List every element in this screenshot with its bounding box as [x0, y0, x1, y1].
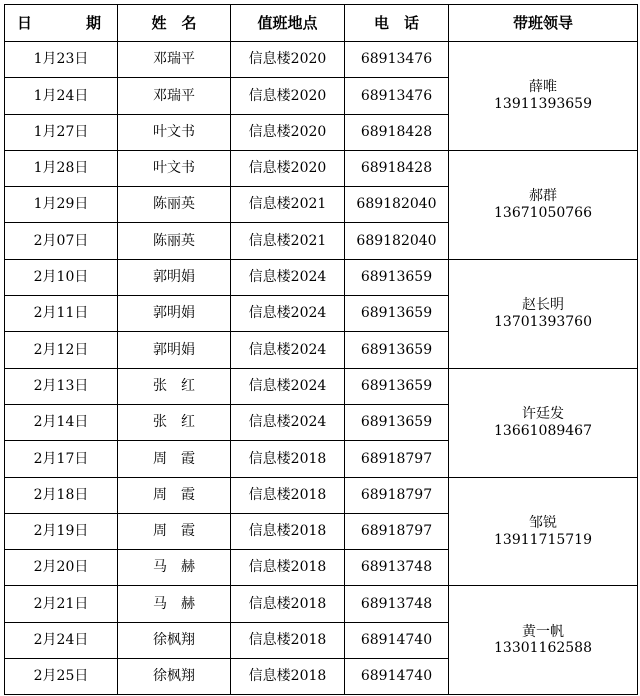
- cell-phone: 68913476: [345, 42, 449, 78]
- header-date-char1: 日: [17, 14, 33, 32]
- cell-place: 信息楼2018: [231, 441, 345, 477]
- cell-name: 徐枫翔: [118, 659, 231, 695]
- cell-name: 马 赫: [118, 550, 231, 586]
- leader-cell: [449, 368, 638, 477]
- table-row: [5, 150, 638, 186]
- leader-name: 邹锐: [529, 514, 557, 531]
- cell-date: 2月18日: [5, 477, 118, 513]
- leader-phone: 13661089467: [494, 422, 592, 439]
- cell-date: 2月21日: [5, 586, 118, 622]
- cell-place: 信息楼2020: [231, 78, 345, 114]
- cell-phone: 68918428: [345, 150, 449, 186]
- cell-place: 信息楼2018: [231, 477, 345, 513]
- table-row: [5, 42, 638, 78]
- leader-name: 郝群: [529, 188, 557, 205]
- cell-place: 信息楼2018: [231, 659, 345, 695]
- leader-name: 赵长明: [522, 296, 564, 313]
- cell-name: 邓瑞平: [118, 42, 231, 78]
- cell-date: 1月28日: [5, 150, 118, 186]
- table-row: [5, 368, 638, 404]
- header-date: [5, 5, 118, 42]
- cell-place: 信息楼2020: [231, 150, 345, 186]
- cell-phone: 68918797: [345, 477, 449, 513]
- cell-place: 信息楼2018: [231, 550, 345, 586]
- leader-name: 薛唯: [529, 79, 557, 96]
- leader-cell: [449, 42, 638, 151]
- header-name: 姓 名: [118, 5, 231, 42]
- cell-name: 邓瑞平: [118, 78, 231, 114]
- cell-date: 2月24日: [5, 622, 118, 658]
- leader-cell: [449, 150, 638, 259]
- cell-name: 郭明娟: [118, 259, 231, 295]
- leader-phone: 13301162588: [494, 640, 592, 657]
- cell-place: 信息楼2021: [231, 223, 345, 259]
- cell-phone: 68913659: [345, 404, 449, 440]
- cell-name: 张 红: [118, 368, 231, 404]
- leader-phone: 13911715719: [494, 531, 592, 548]
- leader-cell: [449, 259, 638, 368]
- leader-phone: 13671050766: [494, 204, 592, 221]
- header-place: 值班地点: [231, 5, 345, 42]
- cell-date: 2月10日: [5, 259, 118, 295]
- cell-place: 信息楼2024: [231, 332, 345, 368]
- leader-name: 许廷发: [522, 405, 564, 422]
- leader-name: 黄一帆: [522, 623, 564, 640]
- cell-place: 信息楼2018: [231, 586, 345, 622]
- cell-phone: 68918797: [345, 441, 449, 477]
- cell-date: 1月27日: [5, 114, 118, 150]
- cell-name: 周 霞: [118, 441, 231, 477]
- cell-date: 2月11日: [5, 296, 118, 332]
- cell-name: 马 赫: [118, 586, 231, 622]
- cell-place: 信息楼2018: [231, 513, 345, 549]
- header-phone: 电 话: [345, 5, 449, 42]
- cell-phone: 68914740: [345, 659, 449, 695]
- cell-phone: 68913659: [345, 259, 449, 295]
- cell-date: 2月13日: [5, 368, 118, 404]
- cell-name: 徐枫翔: [118, 622, 231, 658]
- cell-phone: 689182040: [345, 223, 449, 259]
- cell-date: 1月29日: [5, 187, 118, 223]
- cell-name: 周 霞: [118, 513, 231, 549]
- cell-name: 陈丽英: [118, 187, 231, 223]
- cell-phone: 689182040: [345, 187, 449, 223]
- cell-name: 叶文书: [118, 114, 231, 150]
- leader-phone: 13911393659: [494, 95, 592, 112]
- cell-name: 郭明娟: [118, 332, 231, 368]
- cell-name: 陈丽英: [118, 223, 231, 259]
- cell-date: 2月20日: [5, 550, 118, 586]
- cell-phone: 68913659: [345, 332, 449, 368]
- table-row: [5, 259, 638, 295]
- cell-date: 1月24日: [5, 78, 118, 114]
- cell-place: 信息楼2024: [231, 368, 345, 404]
- cell-name: 郭明娟: [118, 296, 231, 332]
- cell-phone: 68918428: [345, 114, 449, 150]
- cell-place: 信息楼2021: [231, 187, 345, 223]
- cell-phone: 68913659: [345, 296, 449, 332]
- cell-name: 叶文书: [118, 150, 231, 186]
- leader-cell: [449, 477, 638, 586]
- cell-date: 2月19日: [5, 513, 118, 549]
- cell-place: 信息楼2024: [231, 404, 345, 440]
- cell-date: 1月23日: [5, 42, 118, 78]
- cell-name: 周 霞: [118, 477, 231, 513]
- cell-phone: 68913476: [345, 78, 449, 114]
- cell-date: 2月17日: [5, 441, 118, 477]
- cell-date: 2月07日: [5, 223, 118, 259]
- cell-place: 信息楼2018: [231, 622, 345, 658]
- cell-phone: 68914740: [345, 622, 449, 658]
- table-row: [5, 586, 638, 622]
- table-row: [5, 477, 638, 513]
- cell-phone: 68913748: [345, 586, 449, 622]
- cell-phone: 68913659: [345, 368, 449, 404]
- cell-date: 2月12日: [5, 332, 118, 368]
- cell-date: 2月25日: [5, 659, 118, 695]
- leader-phone: 13701393760: [494, 313, 592, 330]
- cell-name: 张 红: [118, 404, 231, 440]
- leader-cell: [449, 586, 638, 695]
- header-date-char2: 期: [85, 14, 101, 32]
- cell-phone: 68918797: [345, 513, 449, 549]
- cell-place: 信息楼2020: [231, 114, 345, 150]
- cell-place: 信息楼2024: [231, 296, 345, 332]
- header-leader: 带班领导: [449, 5, 638, 42]
- cell-phone: 68913748: [345, 550, 449, 586]
- duty-roster-table: [4, 4, 638, 695]
- cell-date: 2月14日: [5, 404, 118, 440]
- table-header-row: [5, 5, 638, 42]
- cell-place: 信息楼2024: [231, 259, 345, 295]
- cell-place: 信息楼2020: [231, 42, 345, 78]
